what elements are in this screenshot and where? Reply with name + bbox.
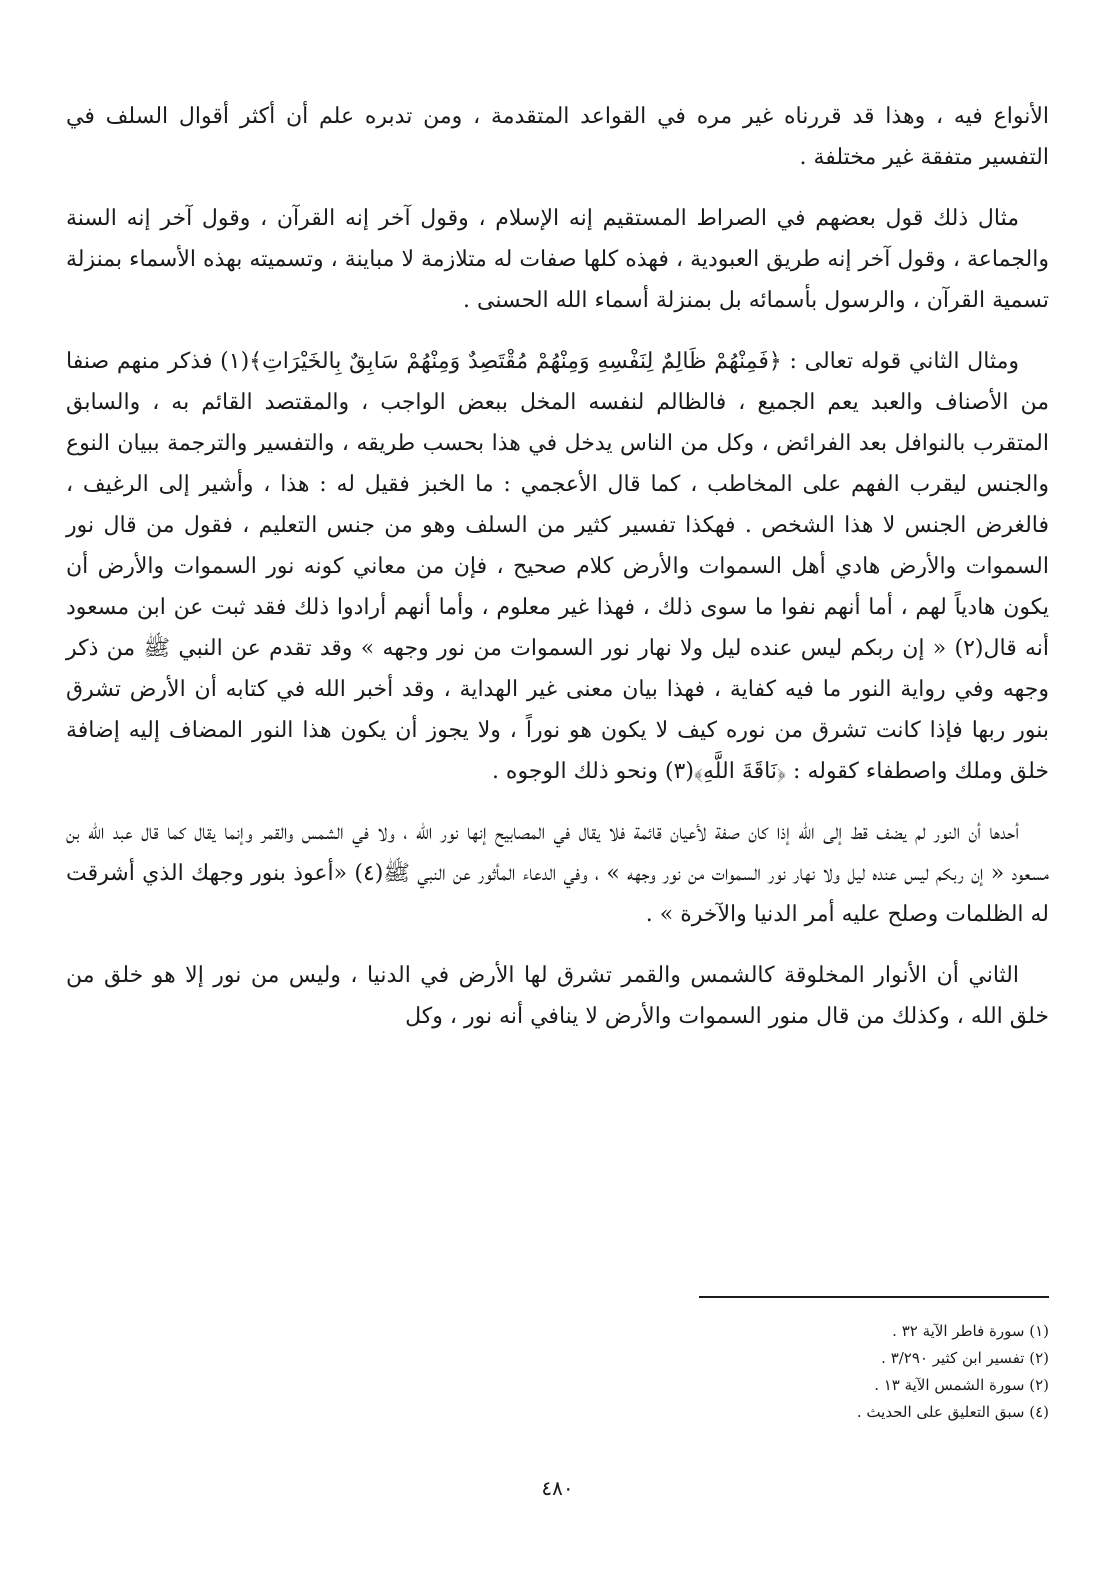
body-text <box>66 96 1049 1037</box>
footnote-1: (١) سورة فاطر الآية ٣٢ . <box>892 1322 1049 1340</box>
paragraph-5: الثاني أن الأنوار المخلوقة كالشمس والقمر تشرق لها الأرض في الدنيا ، وليس من نور إلا هو خلق من خلق الله ، وكذلك من قال منور السموات والأرض لا ينافي أنه نور ، وكل <box>66 963 1049 1029</box>
footnote-3: (٢) سورة الشمس الآية ١٣ . <box>874 1376 1049 1394</box>
footnote-4: (٤) سبق التعليق على الحديث . <box>856 1403 1049 1421</box>
paragraph-3: ومثال الثاني قوله تعالى : ﴿فَمِنْهُمْ ظَالِمٌ لِنَفْسِهِ وَمِنْهُمْ مُقْتَصِدٌ وَمِنْهُمْ سَابِقٌ بِالخَيْرَاتِ﴾(١) فذكر منهم صنفا من الأصناف والعبد يعم الجميع ، فالظالم لنفسه المخل ببعض الواجب ، والمقتصد القائم به ، والسابق المتقرب بالنوافل بعد الفرائض ، وكل من الناس يدخل في هذا بحسب طريقه ، والتفسير والترجمة ببيان النوع والجنس ليقرب الفهم على المخاطب ، كما قال الأعجمي : ما الخبز فقيل له : هذا ، وأشير إلى الرغيف ، فالغرض الجنس لا هذا الشخص . فهكذا تفسير كثير من السلف وهو من جنس التعليم ، فقول من قال نور السموات والأرض هادي أهل السموات والأرض كلام صحيح ، فإن من معاني كونه نور السموات والأرض أن يكون هادياً لهم ، أما أنهم نفوا ما سوى ذلك ، فهذا غير معلوم ، وأما أنهم أرادوا ذلك فقد ثبت عن ابن مسعود أنه قال(٢) « إن ربكم ليس عنده ليل ولا نهار نور السموات من نور وجهه » وقد تقدم عن النبي ﷺ من ذكر وجهه وفي رواية النور ما فيه كفاية ، فهذا بيان معنى غير الهداية ، وقد أخبر الله في كتابه أن الأرض تشرق بنور ربها فإذا كانت تشرق من نوره كيف لا يكون هو نوراً ، ولا يجوز أن يكون هذا النور المضاف إليه إضافة خلق وملك واصطفاء كقوله : ﴿نَاقَةَ اللَّهِ﴾(٣) ونحو ذلك الوجوه . <box>66 349 1050 784</box>
footnotes <box>529 1318 1049 1426</box>
paragraph-1: الأنواع فيه ، وهذا قد قررناه غير مره في القواعد المتقدمة ، ومن تدبره علم أن أكثر أقوال السلف في التفسير متفقة غير مختلفة . <box>66 104 1049 170</box>
footnote-separator <box>699 1296 1049 1298</box>
page-number: ٤٨٠ <box>541 1476 574 1500</box>
footnote-2: (٢) تفسير ابن كثير ٣/٢٩٠ . <box>881 1349 1049 1367</box>
paragraph-2: مثال ذلك قول بعضهم في الصراط المستقيم إنه الإسلام ، وقول آخر إنه القرآن ، وقول آخر إنه السنة والجماعة ، وقول آخر إنه طريق العبودية ، فهذه كلها صفات له متلازمة لا مباينة ، وتسميته بهذه الأسماء بمنزلة تسمية القرآن ، والرسول بأسمائه بل بمنزلة أسماء الله الحسنى . <box>66 206 1049 313</box>
paragraph-4: أحدها أن النور لم يضف قط إلى الله إذا كان صفة لأعيان قائمة فلا يقال في المصابيح إنها نور الله ، ولا في الشمس والقمر وإنما يقال كما قال عبد الله بن مسعود « إن ربكم ليس عنده ليل ولا نهار نور السموات من نور وجهه » ، وفي الدعاء المأثور عن النبي ﷺ(٤) «أعوذ بنور وجهك الذي أشرقت له الظلمات وصلح عليه أمر الدنيا والآخرة » . <box>66 820 1049 927</box>
